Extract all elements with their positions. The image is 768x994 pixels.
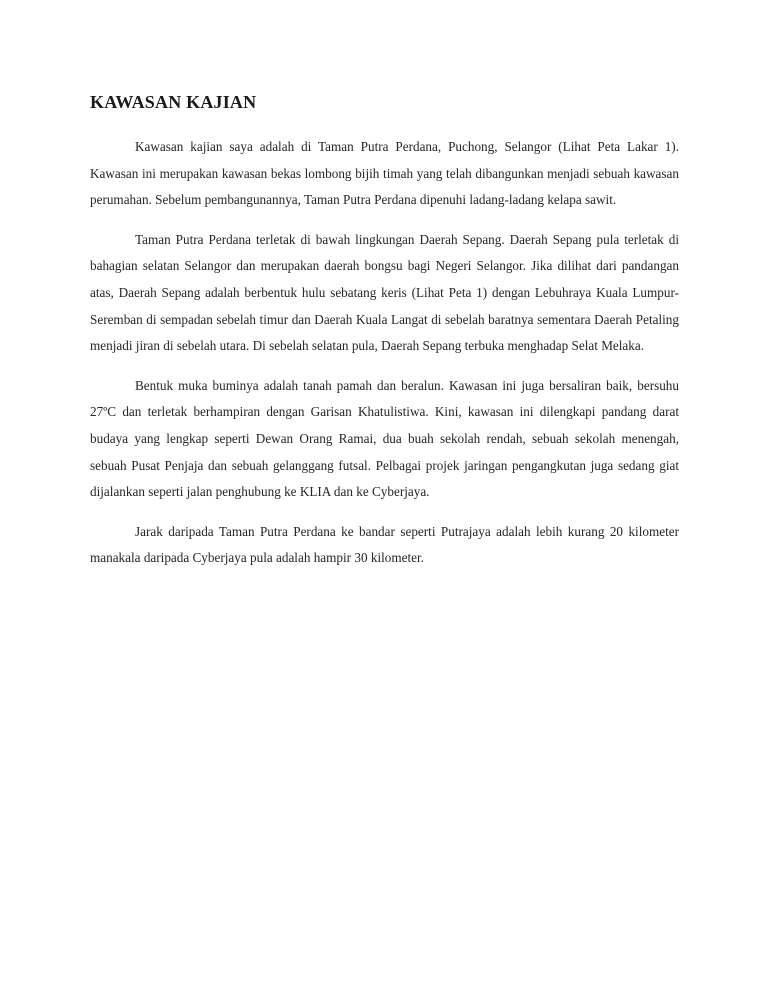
paragraph-district: Taman Putra Perdana terletak di bawah lingkungan Daerah Sepang. Daerah Sepang pula terletak di bahagian selatan Selangor dan merupakan daerah bongsu bagi Negeri Selangor. Jika dilihat dari pandangan atas, Daerah Sepang adalah berbentuk hulu sebatang keris (Lihat Peta 1) dengan Lebuhraya Kuala Lumpur-Seremban di sempadan sebelah timur dan Daerah Kuala Langat di sebelah baratnya sementara Daerah Petaling menjadi jiran di sebelah utara. Di sebelah selatan pula, Daerah Sepang terbuka menghadap Selat Melaka.: [90, 231, 679, 354]
paragraph-landform: Bentuk muka buminya adalah tanah pamah dan beralun. Kawasan ini juga bersaliran baik, bersuhu 27ºC dan terletak berhampiran dengan Garisan Khatulistiwa. Kini, kawasan ini dilengkapi pandang darat budaya yang lengkap seperti Dewan Orang Ramai, dua buah sekolah rendah, sebuah sekolah menengah, sebuah Pusat Penjaja dan sebuah gelanggang futsal. Pelbagai projek jaringan pengangkutan juga sedang giat dijalankan seperti jalan penghubung ke KLIA dan ke Cyberjaya.: [90, 377, 679, 500]
section-heading: KAWASAN KAJIAN: [90, 92, 257, 112]
paragraph-distance: Jarak daripada Taman Putra Perdana ke bandar seperti Putrajaya adalah lebih kurang 20 kilometer manakala daripada Cyberjaya pula adalah hampir 30 kilometer.: [90, 523, 679, 566]
document-body: [90, 134, 679, 585]
paragraph-location: Kawasan kajian saya adalah di Taman Putra Perdana, Puchong, Selangor (Lihat Peta Lakar 1). Kawasan ini merupakan kawasan bekas lombong bijih timah yang telah dibangunkan menjadi sebuah kawasan perumahan. Sebelum pembangunannya, Taman Putra Perdana dipenuhi ladang-ladang kelapa sawit.: [90, 139, 679, 208]
